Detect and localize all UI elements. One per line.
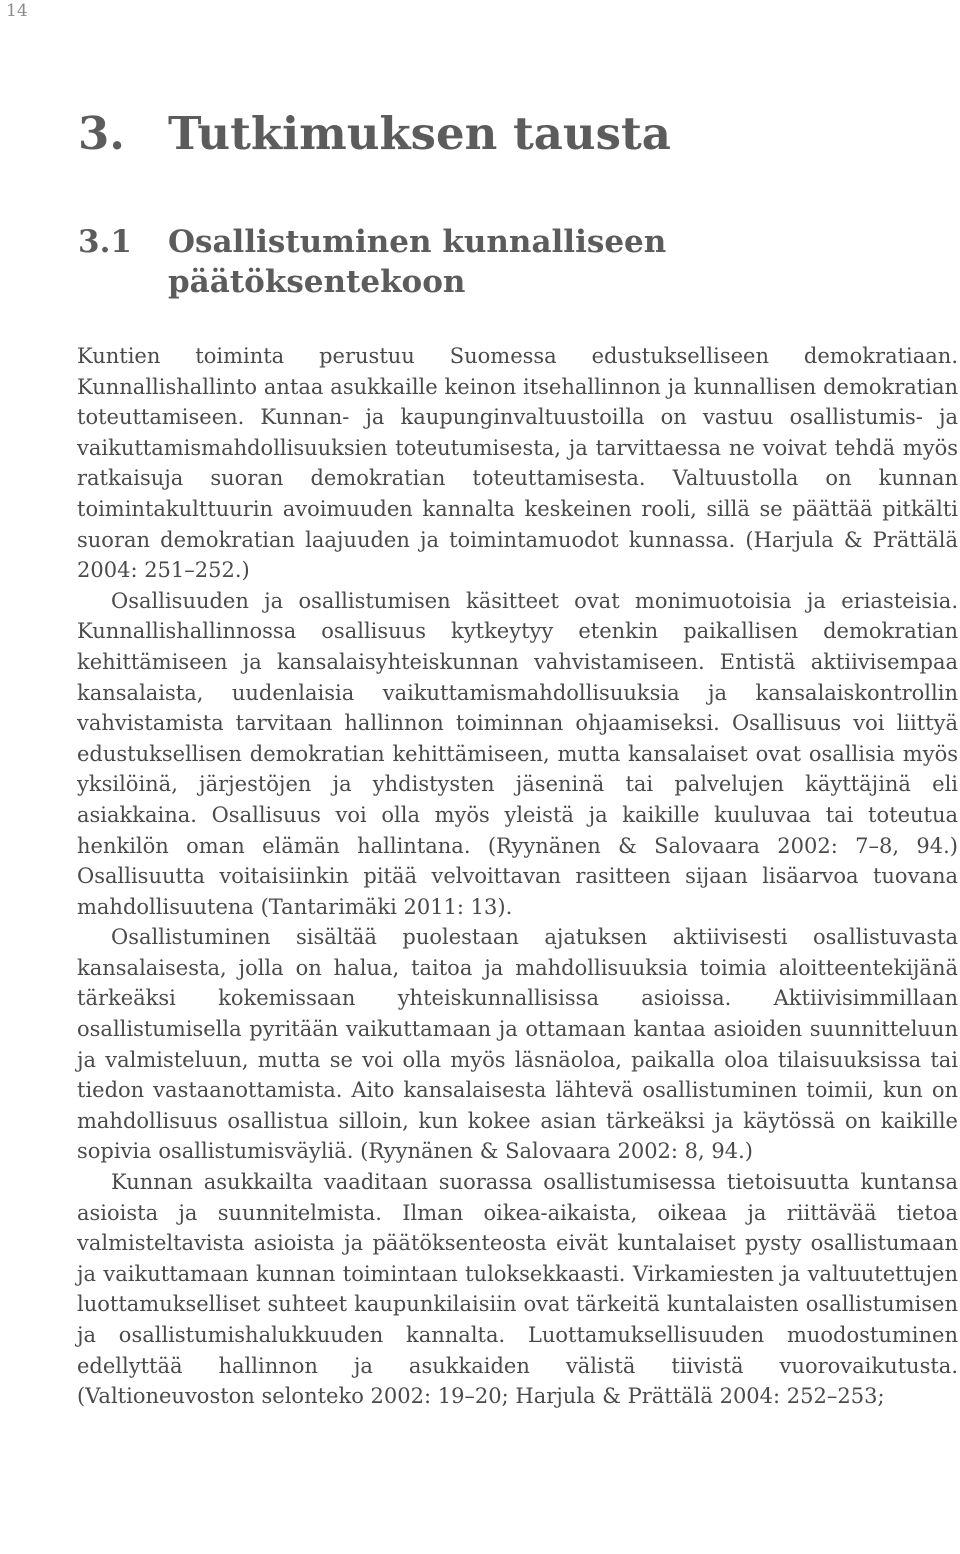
- body-text: [77, 341, 958, 1412]
- chapter-title-text: Tutkimuksen tausta: [168, 107, 671, 160]
- paragraph: Osallistuminen sisältää puolestaan ajatuksen aktiivisesti osallistuvasta kansalaisesta, jolla on halua, taitoa ja mahdollisuuksia toimia aloitteentekijänä tärkeäksi kokemissaan yhteiskunnallisissa asioissa. Aktiivisimmillaan osallistumisella pyritään vaikuttamaan ja ottamaan kantaa asioiden suunnitteluun ja valmisteluun, mutta se voi olla myös läsnäoloa, paikalla oloa tilaisuuksissa tai tiedon vastaanottamista. Aito kansalaisesta lähtevä osallistuminen toimii, kun on mahdollisuus osallistua silloin, kun kokee asian tärkeäksi ja käytössä on kaikille sopivia osallistumisväyliä. (Ryynänen & Salovaara 2002: 8, 94.): [77, 925, 958, 1164]
- chapter-title: [78, 104, 671, 164]
- section-title-text: Osallistuminen kunnalliseen päätöksentekoon: [168, 224, 667, 300]
- page-number: 14: [6, 1, 28, 21]
- paragraph: Kuntien toiminta perustuu Suomessa edustukselliseen demokratiaan. Kunnallishallinto antaa asukkaille keinon itsehallinnon ja kunnallisen demokratian toteuttamiseen. Kunnan- ja kaupunginvaltuustoilla on vastuu osallistumis- ja vaikuttamismahdollisuuksien toteutumisesta, ja tarvittaessa ne voivat tehdä myös ratkaisuja suoran demokratian toteuttamisesta. Valtuustolla on kunnan toimintakulttuurin avoimuuden kannalta keskeinen rooli, sillä se päättää pitkälti suoran demokratian laajuuden ja toimintamuodot kunnassa. (Harjula & Prättälä 2004: 251–252.): [77, 344, 958, 583]
- chapter-number: 3.: [78, 107, 125, 160]
- paragraph: Osallisuuden ja osallistumisen käsitteet ovat monimuotoisia ja eriasteisia. Kunnallishallinnossa osallisuus kytkeytyy etenkin paikallisen demokratian kehittämiseen ja kansalaisyhteiskunnan vahvistamiseen. Entistä aktiivisempaa kansalaista, uudenlaisia vaikuttamismahdollisuuksia ja kansalaiskontrollin vahvistamista tarvitaan hallinnon toiminnan ohjaamiseksi. Osallisuus voi liittyä edustuksellisen demokratian kehittämiseen, mutta kansalaiset ovat osallisia myös yksilöinä, järjestöjen ja yhdistysten jäseninä tai palvelujen käyttäjinä eli asiakkaina. Osallisuus voi olla myös yleistä ja kaikille kuuluvaa tai toteutua henkilön oman elämän hallintana. (Ryynänen & Salovaara 2002: 7–8, 94.) Osallisuutta voitaisiinkin pitää velvoittavan rasitteen sijaan lisäarvoa tuovana mahdollisuutena (Tantarimäki 2011: 13).: [77, 588, 958, 919]
- section-title: [78, 222, 728, 302]
- paragraph: Kunnan asukkailta vaaditaan suorassa osallistumisessa tietoisuutta kuntansa asioista ja suunnitelmista. Ilman oikea-aikaista, oikeaa ja riittävää tietoa valmisteltavista asioista ja päätöksenteosta eivät kuntalaiset pysty osallistumaan ja vaikuttamaan kunnan toimintaan tuloksekkaasti. Virkamiesten ja valtuutettujen luottamukselliset suhteet kaupunkilaisiin ovat tärkeitä kuntalaisten osallistumisen ja osallistumishalukkuuden kannalta. Luottamuksellisuuden muodostuminen edellyttää hallinnon ja asukkaiden välistä tiivistä vuorovaikutusta. (Valtioneuvoston selonteko 2002: 19–20; Harjula & Prättälä 2004: 252–253;: [77, 1170, 958, 1409]
- section-number: 3.1: [78, 224, 132, 260]
